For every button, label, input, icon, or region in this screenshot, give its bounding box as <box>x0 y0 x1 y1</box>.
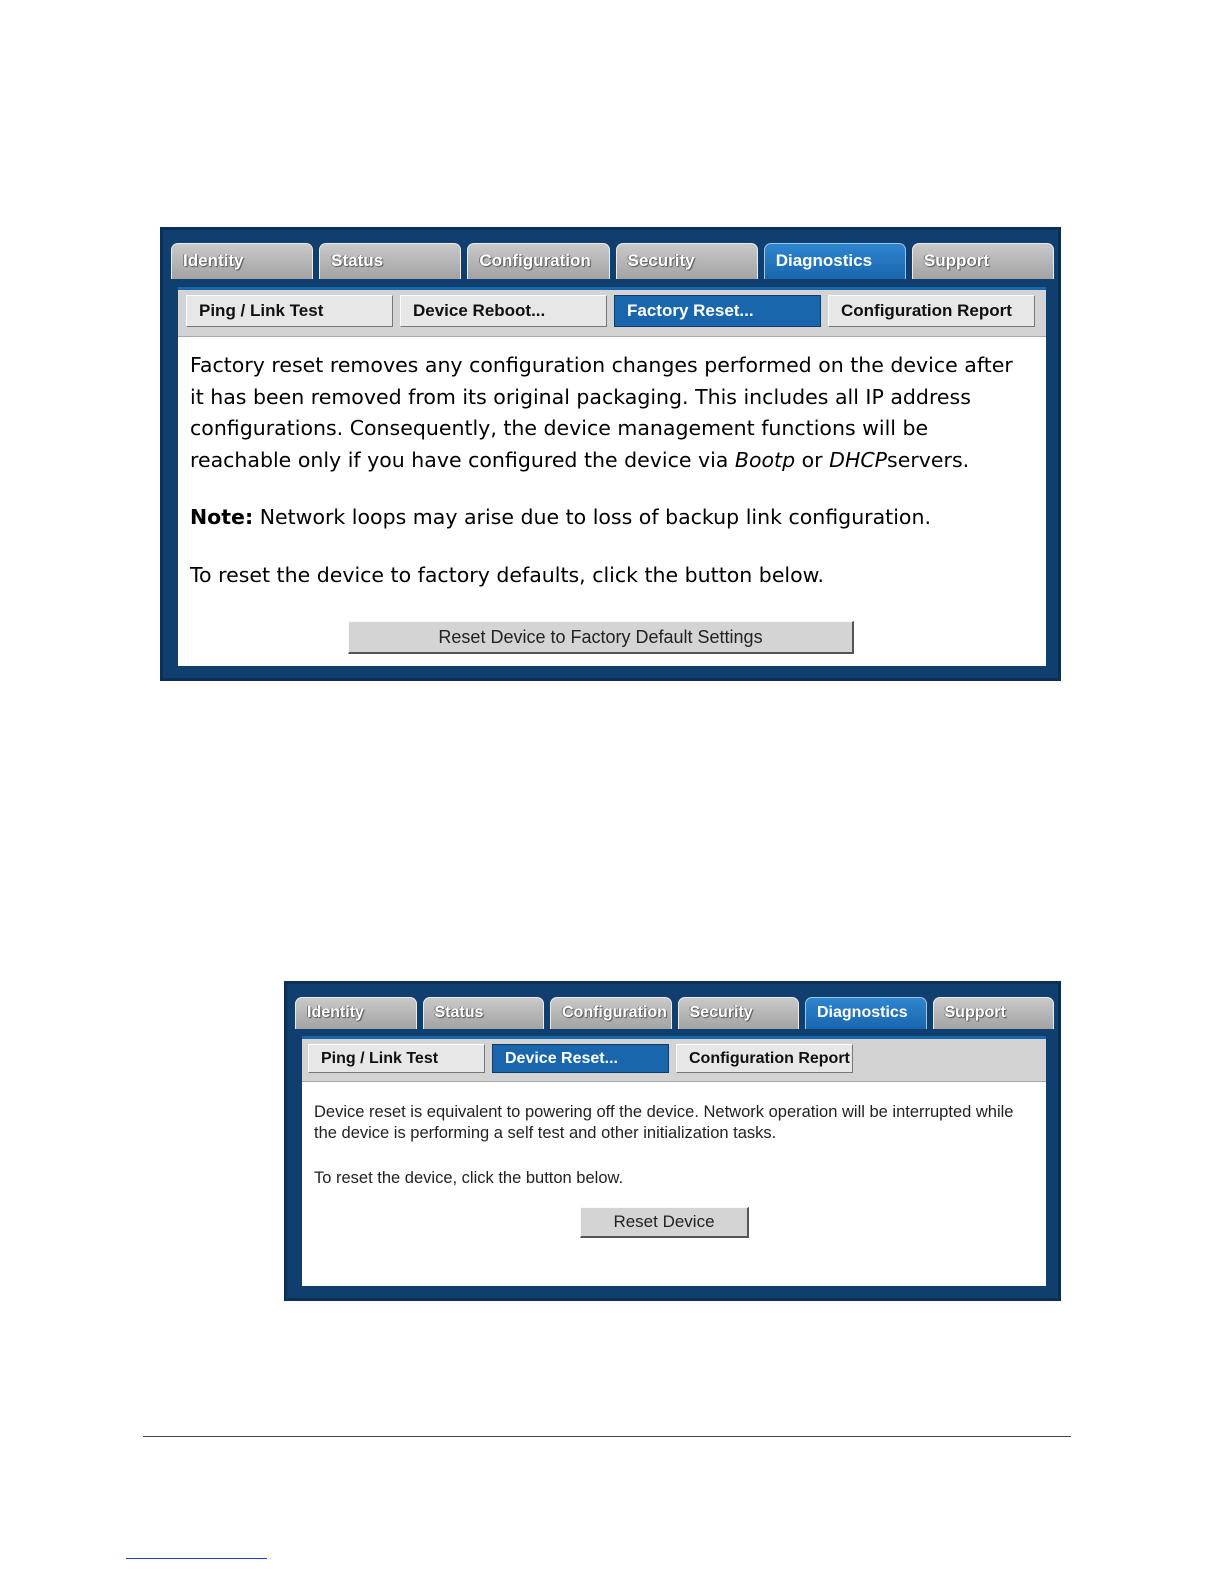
content-area <box>302 1036 1046 1286</box>
subtab-device-reboot[interactable]: Device Reboot... <box>400 295 607 327</box>
subtab-bar <box>302 1039 1046 1082</box>
tab-support[interactable]: Support <box>912 243 1054 279</box>
factory-reset-description <box>190 350 1030 591</box>
content-area <box>178 287 1046 666</box>
tab-identity[interactable]: Identity <box>295 997 417 1029</box>
page-divider <box>143 1436 1071 1437</box>
reset-factory-defaults-button[interactable]: Reset Device to Factory Default Settings <box>348 621 854 654</box>
subtab-configuration-report[interactable]: Configuration Report <box>828 295 1035 327</box>
subtab-bar <box>178 290 1046 337</box>
description-end: servers. <box>887 447 970 472</box>
tab-configuration[interactable]: Configuration <box>467 243 609 279</box>
footer-link-underline <box>126 1558 267 1559</box>
tab-diagnostics[interactable]: Diagnostics <box>805 997 927 1029</box>
description-paragraph <box>190 350 1030 476</box>
dhcp-term: DHCP <box>829 447 888 472</box>
tab-diagnostics[interactable]: Diagnostics <box>764 243 906 279</box>
instruction-text: To reset the device, click the button below. <box>314 1169 624 1187</box>
tab-configuration[interactable]: Configuration <box>550 997 672 1029</box>
device-reset-description <box>314 1102 1034 1189</box>
description-text: Device reset is equivalent to powering off the device. Network operation will be interrupted while the device is performing a self test and other initialization tasks. <box>314 1103 1014 1142</box>
factory-reset-screenshot <box>160 227 1061 681</box>
main-tab-bar <box>295 997 1054 1029</box>
note-label: Note: <box>190 505 254 529</box>
note-paragraph <box>190 502 1030 534</box>
device-reset-screenshot <box>284 981 1061 1301</box>
subtab-device-reset[interactable]: Device Reset... <box>492 1044 669 1073</box>
description-or: or <box>801 447 823 472</box>
note-text: Network loops may arise due to loss of backup link configuration. <box>259 505 931 529</box>
subtab-configuration-report[interactable]: Configuration Report <box>676 1044 853 1073</box>
subtab-ping-link-test[interactable]: Ping / Link Test <box>186 295 393 327</box>
tab-identity[interactable]: Identity <box>171 243 313 279</box>
tab-support[interactable]: Support <box>933 997 1055 1029</box>
subtab-factory-reset[interactable]: Factory Reset... <box>614 295 821 327</box>
tab-security[interactable]: Security <box>678 997 800 1029</box>
main-tab-bar <box>171 243 1054 279</box>
tab-security[interactable]: Security <box>616 243 758 279</box>
bootp-term: Bootp <box>734 447 796 472</box>
reset-device-button[interactable]: Reset Device <box>580 1207 749 1238</box>
tab-status[interactable]: Status <box>423 997 545 1029</box>
instruction-text: To reset the device to factory defaults, click the button below. <box>190 562 825 587</box>
description-text: Factory reset removes any configuration changes performed on the device after it has been removed from its original packaging. This includes all IP address configurations. Consequently, the device management functions will be reachable only if you have configured the device via <box>190 353 1013 472</box>
tab-status[interactable]: Status <box>319 243 461 279</box>
subtab-ping-link-test[interactable]: Ping / Link Test <box>308 1044 485 1073</box>
